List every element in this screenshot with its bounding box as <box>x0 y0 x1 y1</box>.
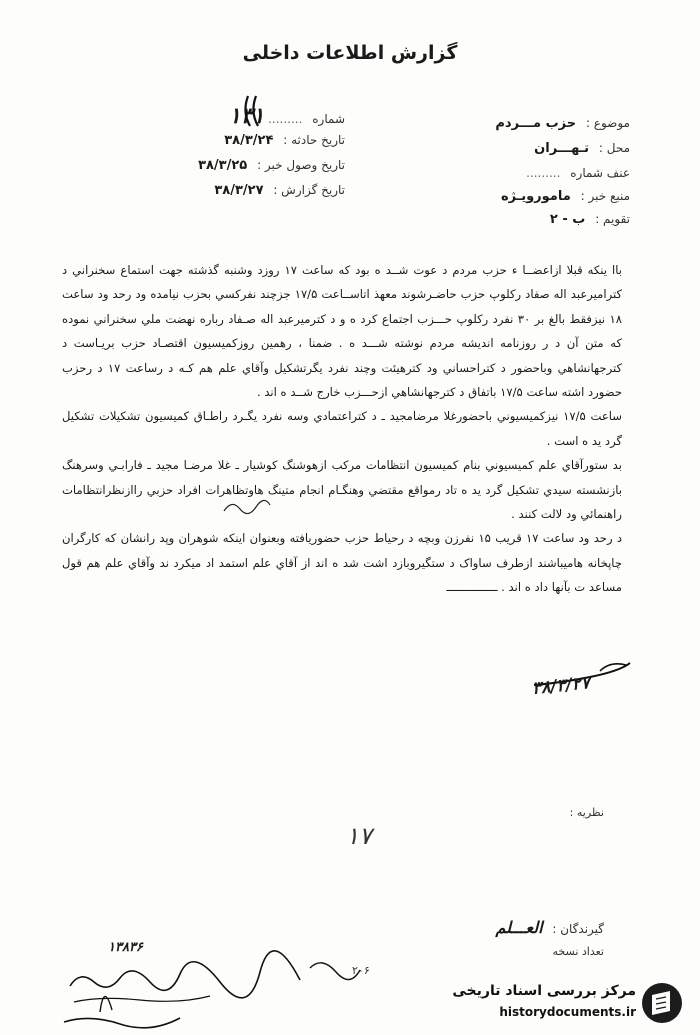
evaluation-row <box>550 212 630 227</box>
copies-label: تعداد نسخه <box>552 945 604 958</box>
watermark-url: historydocuments.ir <box>499 1005 636 1019</box>
location-value: تـهـــران <box>534 141 590 156</box>
body-paragraph: ساعت ۱۷/۵ نيزکميسيوني باحضورغلا مرضامجيد ـ د کتراعتمادي وسه نفرد يگـرد راطـاق کميسيون تشکيلات تشکيل گرد يد ه است . <box>62 409 622 448</box>
body-paragraph: بد ستورآقاي علم کميسيوني بنام کميسيون انتظامات مرکب ازهوشنگ کوشيار ـ غلا مرضـا مجيد ـ فارابـي وسرهنگ بازنشسته سيدي تشکيل گرد يد ه تاد رمواقع مقتضي وهنگـام انجام متينگ هاوتظاهرات افراد حزبي راازنظرانتظامات راهنمائي ود لالت کنند . <box>62 458 622 522</box>
evaluation-value: ب - ۲ <box>549 212 586 227</box>
report-body <box>62 258 622 600</box>
news-source-label: منبع خبر : <box>580 189 630 203</box>
archive-number: ۱۳۸۳۶ <box>108 940 143 955</box>
news-source-row <box>501 189 630 204</box>
number-label: شماره <box>312 112 345 126</box>
subject-label: موضوع : <box>585 116 630 130</box>
handwritten-scribble-mark <box>222 497 272 519</box>
event-date-label: تاریخ حادثه : <box>283 133 345 147</box>
source-number-row: عنف شماره ......... <box>526 166 630 180</box>
subject-row <box>495 116 630 131</box>
copies-row <box>547 945 604 958</box>
watermark <box>388 979 688 1029</box>
location-label: محل : <box>598 141 630 155</box>
report-date-row <box>214 183 345 198</box>
margin-number: ۱۷ <box>346 822 372 850</box>
news-source-value: مامورویـژه <box>501 189 571 204</box>
body-paragraph: د رحد ود ساعت ۱۷ قريب ۱۵ نفرزن وبچه د رحياط حزب حضوريافته وبعنوان اينکه شوهران وپد رانشان که کارگران چاپخانه هاميباشند ازطرف ساواک د ستگيروبازد اشت شد ه اند از آقاي علم استمد اد ميکرد ند وآقاي علم هم قول مساعد ت بآنها داد ه اند . ـــــــــــــــ <box>62 531 623 595</box>
received-date-value: ۳۸/۳/۲۵ <box>198 158 248 173</box>
page-title: گزارش اطلاعات داخلی <box>242 42 458 64</box>
bottom-number: ۲۰۶ <box>352 964 370 977</box>
number-bracket-mark <box>240 92 270 132</box>
received-date-label: تاریخ وصول خبر : <box>257 158 345 172</box>
number-row: شماره ......... ۱۳۱ <box>228 103 345 129</box>
recipients-label: گیرندگان : <box>552 922 604 936</box>
received-date-row <box>198 158 345 173</box>
event-date-row <box>224 133 345 148</box>
event-date-value: ۳۸/۳/۲۴ <box>224 133 274 148</box>
recipients-value: العـــلم <box>495 918 543 937</box>
bottom-handwriting-mark <box>60 952 360 1032</box>
location-row <box>534 141 630 156</box>
body-paragraph: باا ینکه قبلا ازاعضــا ء حزب مردم د عوت شــد ه بود که ساعت ۱۷ روزد وشنبه گذشته جهت استماع سخنراني د کتراميرعبد اله صفاد رکلوپ حزب حاضـرشوند معهذ اتاســاعت ۱۷/۵ جزچند نفرکسي بحزب نيامده ود رحد ود ساعت ۱۸ نيزفقط بالغ بر ۳۰ نفرد رکلوپ حـــزب اجتماع کرد ه و د کترميرعبد اله صـفاد رباره نهضت ملي سخنراني نموده که متن آن د ر روزنامه انديشه مردم نوشته شـــد ه . ضمنا ، رهمين روزکميسيون اقتصـاد حزب بريـاست د کترجهانشاهي وباحضور د کتراحساني ود کترهيئت وچند نفرد يگرتشکيل وآقاي علم هم کـه د رساعت ۱۷ د رحزب حضورد اشته ساعت ۱۷/۵ باتفاق د کترجهانشاهي ازحـــزب خارج شــد ه اند . <box>62 263 622 400</box>
report-date-value: ۳۸/۳/۲۷ <box>214 183 264 198</box>
report-date-label: تاریخ گزارش : <box>273 183 345 197</box>
recipients-row <box>495 918 604 937</box>
handwritten-date: ۳۸/۳/۲۷ <box>531 673 591 699</box>
subject-value: حزب مـــردم <box>495 116 577 131</box>
archive-logo-icon <box>640 981 684 1025</box>
opinion-label: نظریه : <box>569 806 604 819</box>
evaluation-label: تقویم : <box>595 212 630 226</box>
watermark-title: مرکز بررسی اسناد تاریخی <box>452 983 636 999</box>
source-number-label: عنف شماره <box>570 166 630 180</box>
number-value: ۱۳۱ <box>228 103 265 129</box>
